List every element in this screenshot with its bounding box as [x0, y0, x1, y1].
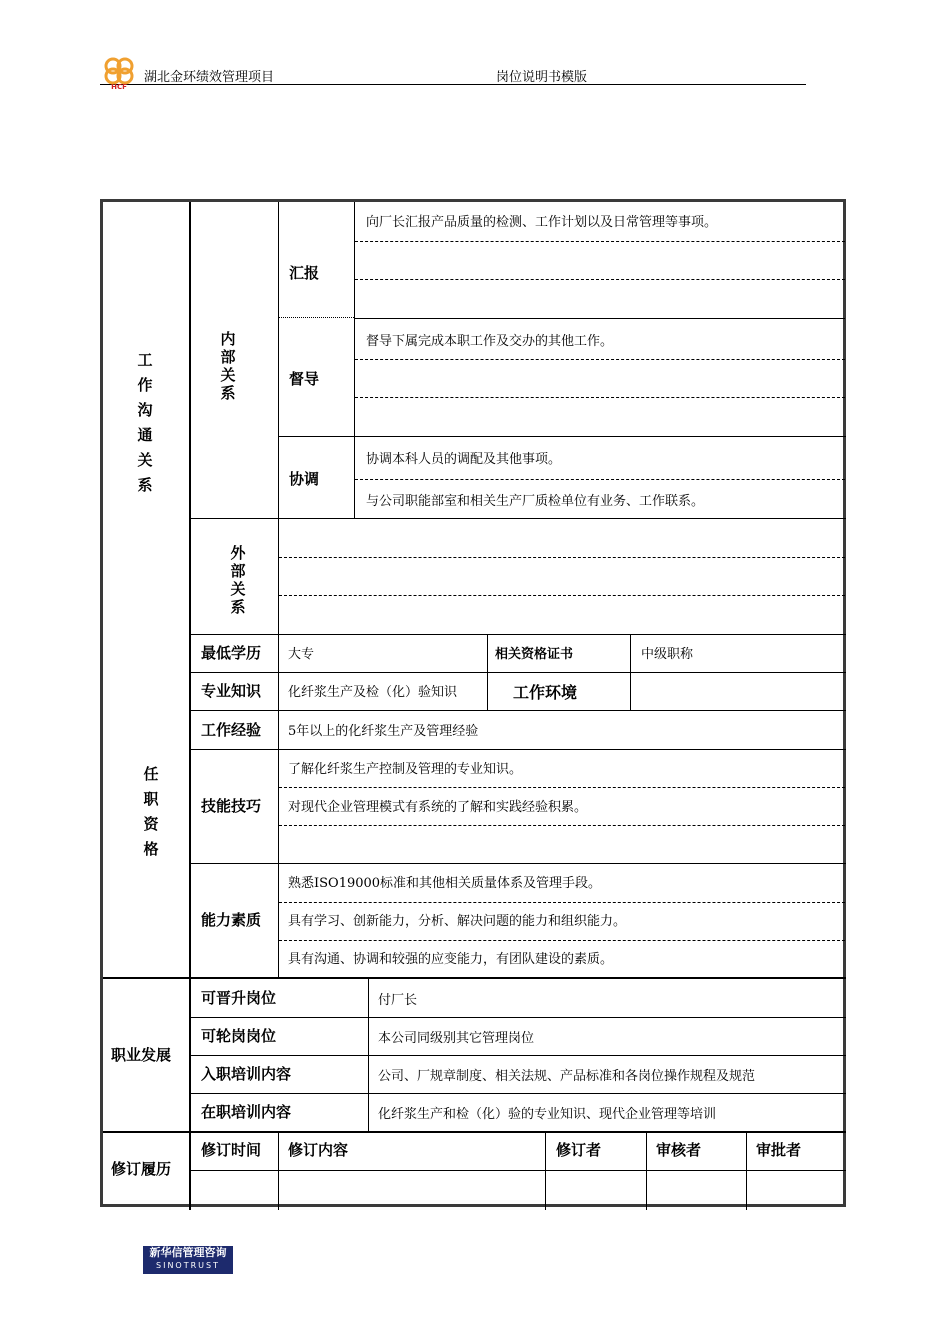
experience-value: 5年以上的化纤浆生产及管理经验	[288, 724, 479, 739]
career-section-title: 职业发展	[111, 1046, 172, 1064]
certificate-value: 中级职称	[641, 647, 694, 662]
onboarding-training-label: 入职培训内容	[201, 1065, 292, 1083]
external-relations-label: 外部关系	[230, 544, 246, 616]
ability-line-2: 具有学习、创新能力，分析、解决问题的能力和组织能力。	[288, 914, 627, 929]
supervise-label: 督导	[289, 370, 320, 388]
coordinate-line-2: 与公司职能部室和相关生产厂质检单位有业务、工作联系。	[366, 494, 705, 509]
certificate-label: 相关资格证书	[495, 647, 574, 662]
coordinate-line-1: 协调本科人员的调配及其他事项。	[366, 452, 562, 467]
qual-section-title: 任职资格	[143, 765, 159, 858]
revision-header-content: 修订内容	[288, 1141, 349, 1159]
hcf-logo-icon	[100, 56, 138, 90]
internal-relations-label: 内部关系	[220, 330, 236, 402]
skill-line-2: 对现代企业管理模式有系统的了解和实践经验积累。	[288, 800, 588, 815]
header-doc-title: 岗位说明书模版	[496, 70, 588, 85]
education-value: 大专	[288, 647, 315, 662]
revision-header-reviewer: 审核者	[656, 1141, 702, 1159]
logo-text: HCF	[111, 83, 127, 90]
sinotrust-logo	[143, 1246, 233, 1274]
experience-label: 工作经验	[201, 721, 262, 739]
knowledge-label: 专业知识	[201, 682, 262, 700]
in-service-training-label: 在职培训内容	[201, 1103, 292, 1121]
revision-header-approver: 审批者	[756, 1141, 802, 1159]
report-line-1: 向厂长汇报产品质量的检测、工作计划以及日常管理等事项。	[366, 215, 718, 230]
education-label: 最低学历	[201, 644, 262, 662]
revision-section-title: 修订履历	[111, 1160, 172, 1178]
comm-section-title: 工作沟通关系	[137, 351, 153, 494]
promotion-label: 可晋升岗位	[201, 989, 277, 1007]
promotion-value: 付厂长	[378, 993, 418, 1008]
knowledge-value: 化纤浆生产及检（化）验知识	[288, 685, 458, 700]
environment-label: 工作环境	[513, 683, 578, 702]
revision-header-time: 修订时间	[201, 1141, 262, 1159]
skill-label: 技能技巧	[201, 797, 262, 815]
in-service-training-value: 化纤浆生产和检（化）验的专业知识、现代企业管理等培训	[378, 1107, 717, 1122]
supervise-line-1: 督导下属完成本职工作及交办的其他工作。	[366, 334, 614, 349]
revision-header-reviser: 修订者	[556, 1141, 602, 1159]
footer-logo-en: SINOTRUST	[156, 1261, 220, 1270]
ability-line-1: 熟悉ISO19000标准和其他相关质量体系及管理手段。	[288, 876, 602, 891]
coordinate-label: 协调	[289, 470, 320, 488]
page-header	[100, 56, 806, 90]
rotation-label: 可轮岗岗位	[201, 1027, 277, 1045]
job-description-table	[100, 199, 846, 1207]
header-project-name: 湖北金环绩效管理项目	[144, 70, 275, 85]
footer-logo-cn: 新华信管理咨询	[149, 1246, 227, 1259]
ability-line-3: 具有沟通、协调和较强的应变能力，有团队建设的素质。	[288, 952, 614, 967]
onboarding-training-value: 公司、厂规章制度、相关法规、产品标准和各岗位操作规程及规范	[378, 1069, 756, 1084]
ability-label: 能力素质	[201, 911, 262, 929]
rotation-value: 本公司同级别其它管理岗位	[378, 1031, 535, 1046]
report-label: 汇报	[289, 264, 320, 282]
skill-line-1: 了解化纤浆生产控制及管理的专业知识。	[288, 762, 523, 777]
